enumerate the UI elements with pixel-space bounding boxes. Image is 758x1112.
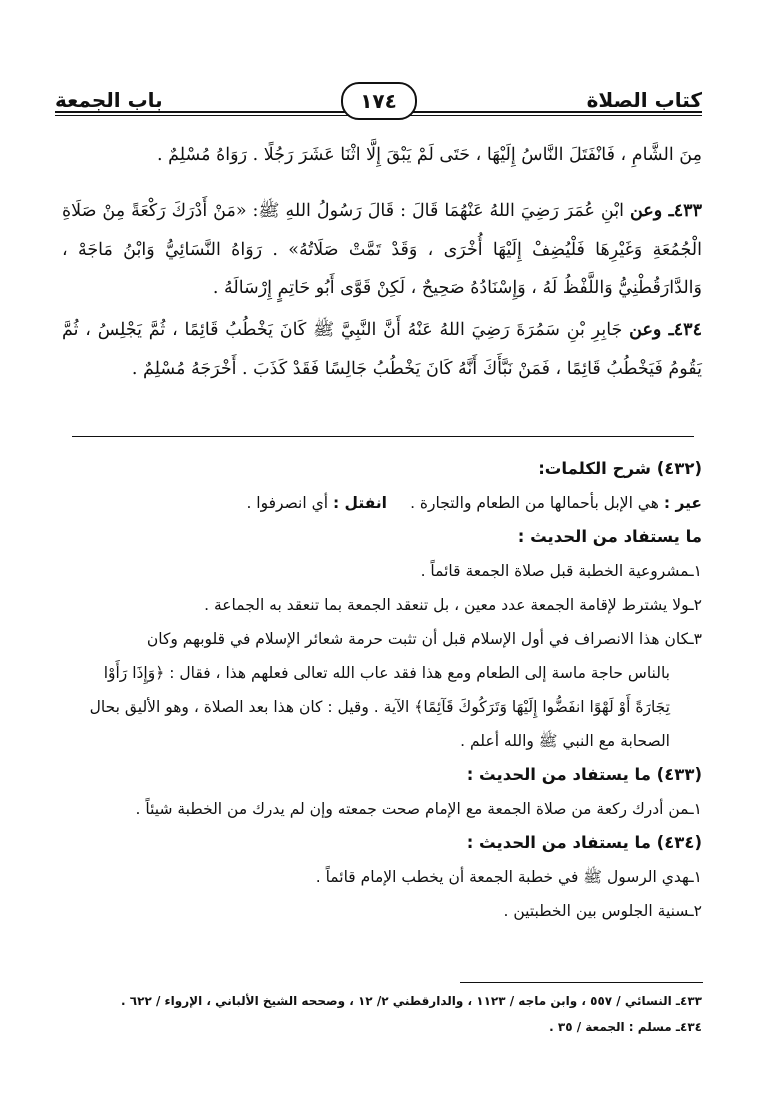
benefit-item-continued: تِجَارَةً أَوْ لَهْوًا انفَضُّوا إِلَيْهَا وَتَرَكُوكَ قَآئِمًا﴾ الآية . وقيل : كان هذا بعد الصلاة ، وهو الأليق بحال xyxy=(89,698,670,716)
benefit-item-continued: الصحابة مع النبي ﷺ والله أعلم . xyxy=(460,732,670,750)
benefit-item: ٢ـولا يشترط لإقامة الجمعة عدد معين ، بل تنعقد الجمعة بما تنعقد به الجماعة . xyxy=(204,596,702,614)
word-definition xyxy=(410,486,702,520)
book-title: كتاب الصلاة xyxy=(586,88,702,112)
section-title: (٤٣٣) ما يستفاد من الحديث : xyxy=(466,765,702,784)
hadith-continuation xyxy=(62,136,702,175)
word-definitions xyxy=(66,486,702,520)
chapter-title: باب الجمعة xyxy=(55,88,163,112)
hadith-number: ٤٣٤ـ وعن xyxy=(629,320,702,340)
benefit-item: ٣ـكان هذا الانصراف في أول الإسلام قبل أن تثبت حرمة شعائر الإسلام في قلوبهم وكان xyxy=(146,630,702,648)
word-term: عير : xyxy=(663,494,702,512)
page-header xyxy=(55,84,702,120)
section-title: (٤٣٤) ما يستفاد من الحديث : xyxy=(466,833,702,852)
word-meaning: أي انصرفوا . xyxy=(246,494,329,512)
footnote-rule xyxy=(460,982,703,983)
benefit-item: ١ـهدي الرسول ﷺ في خطبة الجمعة أن يخطب الإمام قائماً . xyxy=(315,868,702,886)
hadith-number: ٤٣٣ـ وعن xyxy=(629,201,702,221)
benefit-item: ١ـمشروعية الخطبة قبل صلاة الجمعة قائماً . xyxy=(420,562,702,580)
hadith-433 xyxy=(62,192,702,308)
word-meaning: هي الإبل بأحمالها من الطعام والتجارة . xyxy=(410,494,659,512)
section-divider xyxy=(72,436,694,437)
benefit-item: ٢ـسنية الجلوس بين الخطبتين . xyxy=(503,902,702,920)
footnote: ٤٣٣ـ النسائي / ٥٥٧ ، وابن ماجه / ١١٢٣ ، والدارقطني ٢/ ١٢ ، وصححه الشيخ الألباني ، الإرواء / ٦٢٢ . xyxy=(121,994,702,1008)
benefit-item: ١ـمن أدرك ركعة من صلاة الجمعة مع الإمام صحت جمعته وإن لم يدرك من الخطبة شيئاً . xyxy=(135,800,702,818)
commentary xyxy=(66,452,702,928)
hadith-text: مِنَ الشَّامِ ، فَانْفَتَلَ النَّاسُ إِلَيْهَا ، حَتَى لَمْ يَبْقَ إِلَّا اثْنَا عَشَرَ رَجُلًا . رَوَاهُ مُسْلِمٌ . xyxy=(156,145,702,165)
section-title: ما يستفاد من الحديث : xyxy=(517,527,702,546)
footnotes xyxy=(66,988,702,1040)
word-term: انفتل : xyxy=(332,494,387,512)
section-title: (٤٣٢) شرح الكلمات: xyxy=(538,459,702,478)
word-definition xyxy=(246,486,387,520)
hadith-434 xyxy=(62,311,702,388)
benefit-item-continued: بالناس حاجة ماسة إلى الطعام ومع هذا فقد عاب الله تعالى فعلهم هذا ، فقال : ﴿وَإِذَا رَأَوْا xyxy=(103,664,670,682)
footnote: ٤٣٤ـ مسلم : الجمعة / ٣٥ . xyxy=(549,1020,702,1034)
hadith-text: جَابِرِ بْنِ سَمُرَةَ رَضِيَ اللهُ عَنْهُ أَنَّ النَّبِيَّ ﷺ كَانَ يَخْطُبُ قَائِمًا ، ثُمَّ يَجْلِسُ ، ثُمَّ يَقُومُ فَيَخْطُبُ قَائِمًا ، فَمَنْ نَبَّأَكَ أَنَّهُ كَانَ يَخْطُبُ جَالِسًا فَقَدْ كَذَبَ . أَخْرَجَهُ مُسْلِمٌ . xyxy=(62,320,702,379)
hadith-text: ابْنِ عُمَرَ رَضِيَ اللهُ عَنْهُمَا قَالَ : قَالَ رَسُولُ اللهِ ﷺ: «مَنْ أَدْرَكَ رَكْعَةً مِنْ صَلَاةِ الْجُمُعَةِ وَغَيْرِهَا فَلْيُضِفْ إِلَيْهَا أُخْرَى ، وَقَدْ تَمَّتْ صَلَاتُهُ» . رَوَاهُ النَّسَائِيُّ وَابْنُ مَاجَهْ ، وَالدَّارَقُطْنِيُّ وَاللَّفْظُ لَهُ ، وَإِسْنَادُهُ صَحِيحٌ ، لَكِنْ قَوَّى أَبُو حَاتِمٍ إِرْسَالَهُ . xyxy=(62,201,702,298)
page-number: ١٧٤ xyxy=(341,82,417,120)
